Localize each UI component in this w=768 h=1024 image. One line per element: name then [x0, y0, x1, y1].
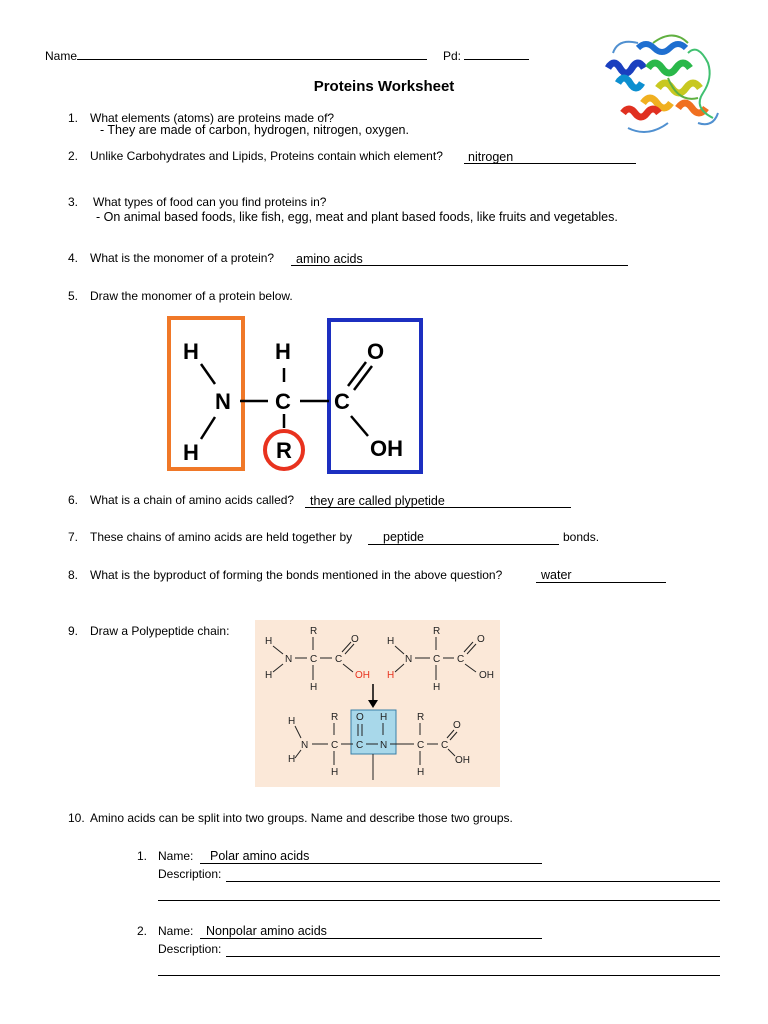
- question-4-number: 4.: [68, 251, 79, 265]
- removed-oh: OH: [355, 670, 370, 681]
- question-7-text: These chains of amino acids are held together by: [90, 530, 353, 544]
- question-10-number: 10.: [68, 811, 85, 825]
- svg-text:H: H: [417, 767, 425, 778]
- svg-text:O: O: [453, 720, 461, 731]
- svg-text:H: H: [265, 670, 273, 681]
- monomer-c1: C: [275, 389, 291, 414]
- group-2-name-label: Name:: [158, 924, 194, 938]
- group-1-name-label: Name:: [158, 849, 194, 863]
- svg-text:O: O: [351, 634, 359, 645]
- pd-label: Pd:: [443, 49, 462, 63]
- question-6-number: 6.: [68, 493, 79, 507]
- svg-text:H: H: [310, 682, 318, 693]
- svg-text:O: O: [356, 712, 364, 723]
- monomer-c2: C: [334, 389, 350, 414]
- question-5-text: Draw the monomer of a protein below.: [90, 289, 293, 303]
- monomer-n: N: [215, 389, 231, 414]
- question-6-answer[interactable]: they are called plypetide: [310, 494, 445, 508]
- question-8-answer[interactable]: water: [541, 568, 572, 582]
- group-2-description-line-2[interactable]: [158, 962, 720, 976]
- svg-text:C: C: [417, 740, 425, 751]
- question-3-answer[interactable]: - On animal based foods, like fish, egg, meat and plant based foods, like fruits and vegetables.: [96, 210, 618, 224]
- question-6-text: What is a chain of amino acids called?: [90, 493, 295, 507]
- svg-text:C: C: [441, 740, 449, 751]
- svg-text:N: N: [301, 740, 309, 751]
- question-7-suffix: bonds.: [563, 530, 600, 544]
- group-1-name-answer[interactable]: Polar amino acids: [210, 849, 310, 863]
- svg-text:C: C: [356, 740, 364, 751]
- svg-text:H: H: [265, 636, 273, 647]
- svg-text:N: N: [380, 740, 388, 751]
- monomer-r: R: [276, 438, 292, 463]
- question-8-number: 8.: [68, 568, 79, 582]
- svg-text:R: R: [310, 626, 318, 637]
- group-1-description-line-2[interactable]: [158, 887, 720, 901]
- question-1-number: 1.: [68, 111, 79, 125]
- svg-text:O: O: [477, 634, 485, 645]
- svg-text:OH: OH: [455, 755, 470, 766]
- svg-text:N: N: [405, 654, 413, 665]
- question-5-number: 5.: [68, 289, 79, 303]
- svg-text:H: H: [331, 767, 339, 778]
- svg-text:C: C: [331, 740, 339, 751]
- svg-text:OH: OH: [479, 670, 494, 681]
- group-1-number: 1.: [137, 849, 148, 863]
- polypeptide-chain-diagram: [255, 620, 500, 787]
- svg-text:H: H: [387, 636, 395, 647]
- svg-text:C: C: [433, 654, 441, 665]
- svg-text:N: N: [285, 654, 293, 665]
- question-7-answer[interactable]: peptide: [383, 530, 425, 544]
- name-label: Name: [45, 49, 78, 63]
- monomer-o: O: [367, 339, 385, 364]
- question-10-text: Amino acids can be split into two groups. Name and describe those two groups.: [90, 811, 513, 825]
- question-9-text: Draw a Polypeptide chain:: [90, 624, 230, 638]
- monomer-h1: H: [183, 339, 199, 364]
- question-3-text: What types of food can you find proteins in?: [93, 195, 327, 209]
- name-blank[interactable]: [77, 47, 427, 60]
- svg-text:H: H: [380, 712, 388, 723]
- name-field: [45, 47, 427, 63]
- question-1-text: What elements (atoms) are proteins made of?: [90, 111, 335, 125]
- question-4-text: What is the monomer of a protein?: [90, 251, 275, 265]
- amino-acid-monomer-diagram: [163, 314, 428, 476]
- group-2-description-label: Description:: [158, 942, 222, 956]
- monomer-h2: H: [183, 440, 199, 465]
- svg-text:H: H: [288, 754, 296, 765]
- group-1-description-label: Description:: [158, 867, 222, 881]
- svg-text:R: R: [331, 712, 339, 723]
- svg-text:C: C: [310, 654, 318, 665]
- svg-text:H: H: [433, 682, 441, 693]
- question-9-number: 9.: [68, 624, 79, 638]
- question-2-text: Unlike Carbohydrates and Lipids, Proteins contain which element?: [90, 149, 443, 163]
- monomer-h3: H: [275, 339, 291, 364]
- group-1-description-line-1[interactable]: [226, 868, 720, 882]
- group-2-name-answer[interactable]: Nonpolar amino acids: [206, 924, 327, 938]
- period-field: [443, 47, 529, 63]
- svg-text:H: H: [288, 716, 296, 727]
- svg-text:C: C: [335, 654, 343, 665]
- question-2-number: 2.: [68, 149, 79, 163]
- pd-blank[interactable]: [464, 47, 529, 60]
- question-1-answer[interactable]: - They are made of carbon, hydrogen, nitrogen, oxygen.: [100, 123, 409, 137]
- question-3-number: 3.: [68, 195, 79, 209]
- svg-text:R: R: [417, 712, 425, 723]
- question-7-number: 7.: [68, 530, 79, 544]
- page-title: Proteins Worksheet: [313, 78, 455, 95]
- amino-group-box: [169, 318, 243, 469]
- monomer-oh: OH: [370, 436, 403, 461]
- question-2-answer[interactable]: nitrogen: [468, 150, 514, 164]
- question-4-answer[interactable]: amino acids: [296, 252, 363, 266]
- svg-text:R: R: [433, 626, 441, 637]
- svg-text:C: C: [457, 654, 465, 665]
- group-2-number: 2.: [137, 924, 148, 938]
- question-8-text: What is the byproduct of forming the bonds mentioned in the above question?: [90, 568, 503, 582]
- group-2-description-line-1[interactable]: [226, 943, 720, 957]
- removed-h: H: [387, 670, 395, 681]
